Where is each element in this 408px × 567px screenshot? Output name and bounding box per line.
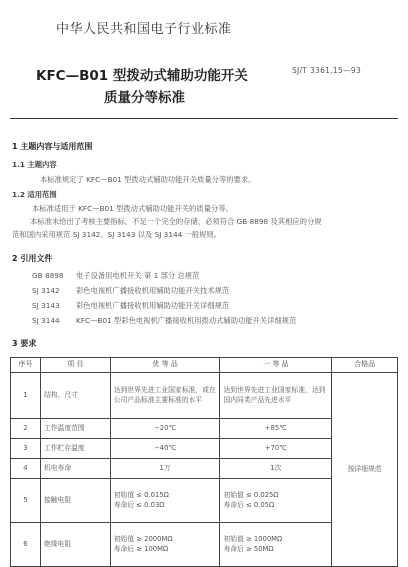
row-item: 绝缘电阻 [40, 523, 110, 567]
reference-title: 彩色电视机广播接收机用辅助功能开关技术规范 [76, 286, 230, 295]
row-item: 结构、尺寸 [40, 373, 110, 419]
document-title-line1: KFC—B01 型拨动式辅助功能开关 [36, 68, 248, 84]
row-no: 1 [11, 373, 41, 419]
row-no: 5 [11, 479, 41, 523]
section-1-1-text: 本标准规定了 KFC—B01 型拨动式辅助功能开关质量分等的要求。 [40, 175, 256, 184]
document-title-line2: 质量分等标准 [104, 90, 185, 106]
row-no: 2 [11, 419, 41, 439]
initial-value: 初始值 ≥ 1000MΩ [223, 535, 283, 544]
reference-code: SJ 3142 [32, 286, 60, 295]
section-1-2-text-2: 本标准未给出了考核主要指标，不足一个完全的存储，必须符合 GB 8898 及其相应的分规 [30, 217, 322, 226]
reference-title: 彩色电视机广播接收机用辅助功能开关详细规范 [76, 301, 230, 310]
row-item: 工作贮存温度 [40, 439, 110, 459]
reference-title: 电子设备用电机开关 第 1 部分 总规范 [76, 271, 200, 280]
reference-code: SJ 3144 [32, 316, 60, 325]
reference-code: GB 8898 [32, 271, 64, 280]
after-life-value: 寿命后 ≤ 0.05Ω [223, 500, 275, 509]
row-grade-qualified: 按详细规范 [332, 373, 398, 567]
reference-code: SJ 3143 [32, 301, 60, 310]
section-1-2-text-1: 本标准适用于 KFC—B01 型拨动式辅助功能开关的质量分等。 [32, 204, 233, 213]
reference-item [32, 271, 199, 281]
row-item: 接触电阻 [40, 479, 110, 523]
row-grade-excellent: 达到世界先进工业国家标准，或在公司产品标准主要标准的水平 [110, 373, 220, 419]
initial-value: 初始值 ≤ 0.025Ω [223, 491, 279, 500]
row-grade-first: +70℃ [220, 439, 332, 459]
table-header-row [11, 358, 398, 373]
row-no: 6 [11, 523, 41, 567]
row-grade-first: 1次 [220, 459, 332, 479]
initial-value: 初始值 ≤ 0.015Ω [113, 491, 169, 500]
row-grade-excellent: 1万 [110, 459, 220, 479]
row-grade-first: +85℃ [220, 419, 332, 439]
after-life-value: 寿命后 ≥ 100MΩ [113, 544, 169, 553]
row-grade-first: 达到世界先进工业国家标准，达到国内同类产品先进水平 [220, 373, 332, 419]
section-1-2-text-3: 范和国内采用规范 SJ 3142、SJ 3143 以及 SJ 3144 一般规则。 [12, 230, 222, 239]
reference-item [32, 286, 229, 296]
header-grade-excellent: 优 等 品 [110, 358, 220, 373]
section-1-1-heading: 1.1 主题内容 [12, 160, 57, 169]
row-grade-excellent: −40℃ [110, 439, 220, 459]
reference-title: KFC—B01 型彩色电视机广播接收机用拨动式辅助功能开关详细规范 [76, 316, 297, 325]
standard-number: SJ/T 3361.15—93 [292, 66, 362, 75]
after-life-value: 寿命后 ≤ 0.03Ω [113, 500, 165, 509]
initial-value: 初始值 ≥ 2000MΩ [113, 535, 173, 544]
row-grade-excellent [110, 479, 220, 523]
row-grade-excellent: −20℃ [110, 419, 220, 439]
section-1-2-heading: 1.2 适用范围 [12, 190, 57, 199]
table-row [11, 373, 398, 419]
reference-item [32, 301, 229, 311]
header-no: 序号 [11, 358, 41, 373]
header-grade-qualified: 合格品 [332, 358, 398, 373]
section-3-heading: 3 要求 [12, 339, 37, 348]
section-2-heading: 2 引用文件 [12, 254, 53, 263]
requirements-table [10, 357, 398, 567]
row-no: 3 [11, 439, 41, 459]
reference-item [32, 316, 296, 326]
row-no: 4 [11, 459, 41, 479]
org-title: 中华人民共和国电子行业标准 [56, 22, 232, 37]
section-1-heading: 1 主题内容与适用范围 [12, 142, 93, 151]
header-grade-first: 一 等 品 [220, 358, 332, 373]
header-item: 项 目 [40, 358, 110, 373]
row-item: 机电寿命 [40, 459, 110, 479]
row-item: 工作温度范围 [40, 419, 110, 439]
title-divider [10, 118, 398, 119]
row-grade-first [220, 479, 332, 523]
after-life-value: 寿命后 ≥ 50MΩ [223, 544, 274, 553]
